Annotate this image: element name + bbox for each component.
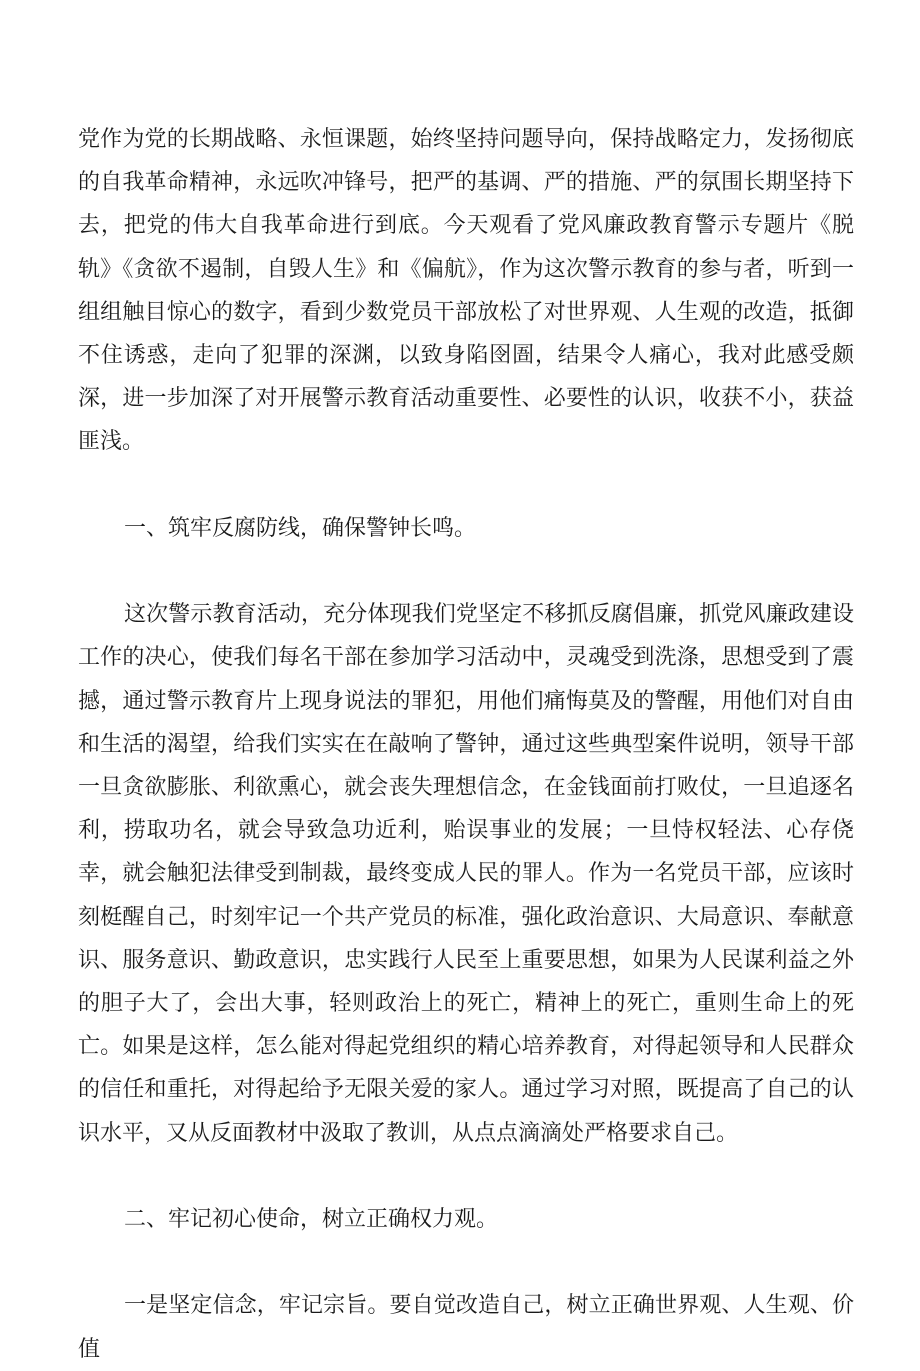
paragraph-spacer xyxy=(78,1155,854,1198)
paragraph-section-1: 这次警示教育活动，充分体现我们党坚定不移抓反腐倡廉，抓党风廉政建设工作的决心，使我们每名干部在参加学习活动中，灵魂受到洗涤，思想受到了震撼，通过警示教育片上现身说法的罪犯，用他们痛悔莫及的警醒，用他们对自由和生活的渴望，给我们实实在在敲响了警钟，通过这些典型案件说明，领导干部一旦贪欲膨胀、利欲熏心，就会丧失理想信念，在金钱面前打败仗，一旦追逐名利，捞取功名，就会导致急功近利，贻误事业的发展；一旦恃权轻法、心存侥幸，就会触犯法律受到制裁，最终变成人民的罪人。作为一名党员干部，应该时刻梃醒自己，时刻牢记一个共产党员的标准，强化政治意识、大局意识、奉献意识、服务意识、勤政意识，忠实践行人民至上重要思想，如果为人民谋利益之外的胆子大了，会出大事，轻则政治上的死亡，精神上的死亡，重则生命上的死亡。如果是这样，怎么能对得起党组织的精心培养教育，对得起领导和人民群众的信任和重托，对得起给予无限关爱的家人。通过学习对照，既提高了自己的认识水平，又从反面教材中汲取了教训，从点点滴滴处严格要求自己。 xyxy=(78,602,854,1146)
section-heading-1: 一、筑牢反腐防线，确保警钟长鸣。 xyxy=(124,515,477,541)
paragraph-spacer xyxy=(78,464,854,507)
paragraph-section-2: 一是坚定信念，牢记宗旨。要自觉改造自己，树立正确世界观、人生观、价值 xyxy=(78,1293,854,1362)
paragraph-spacer xyxy=(78,550,854,593)
paragraph-intro: 党作为党的长期战略、永恒课题，始终坚持问题导向，保持战略定力，发扬彻底的自我革命精神，永远吹冲锋号，把严的基调、严的措施、严的氛围长期坚持下去，把党的伟大自我革命进行到底。今天观看了党风廉政教育警示专题片《脱轨》《贪欲不遏制，自毁人生》和《偏航》，作为这次警示教育的参与者，听到一组组触目惊心的数字，看到少数党员干部放松了对世界观、人生观的改造，抵御不住诱惑，走向了犯罪的深渊，以致身陷囹圄，结果令人痛心，我对此感受颇深，进一步加深了对开展警示教育活动重要性、必要性的认识，收获不小，获益匪浅。 xyxy=(78,127,854,455)
document-body xyxy=(78,118,854,1371)
paragraph-spacer xyxy=(78,1241,854,1284)
section-heading-2: 二、牢记初心使命，树立正确权力观。 xyxy=(124,1207,499,1233)
